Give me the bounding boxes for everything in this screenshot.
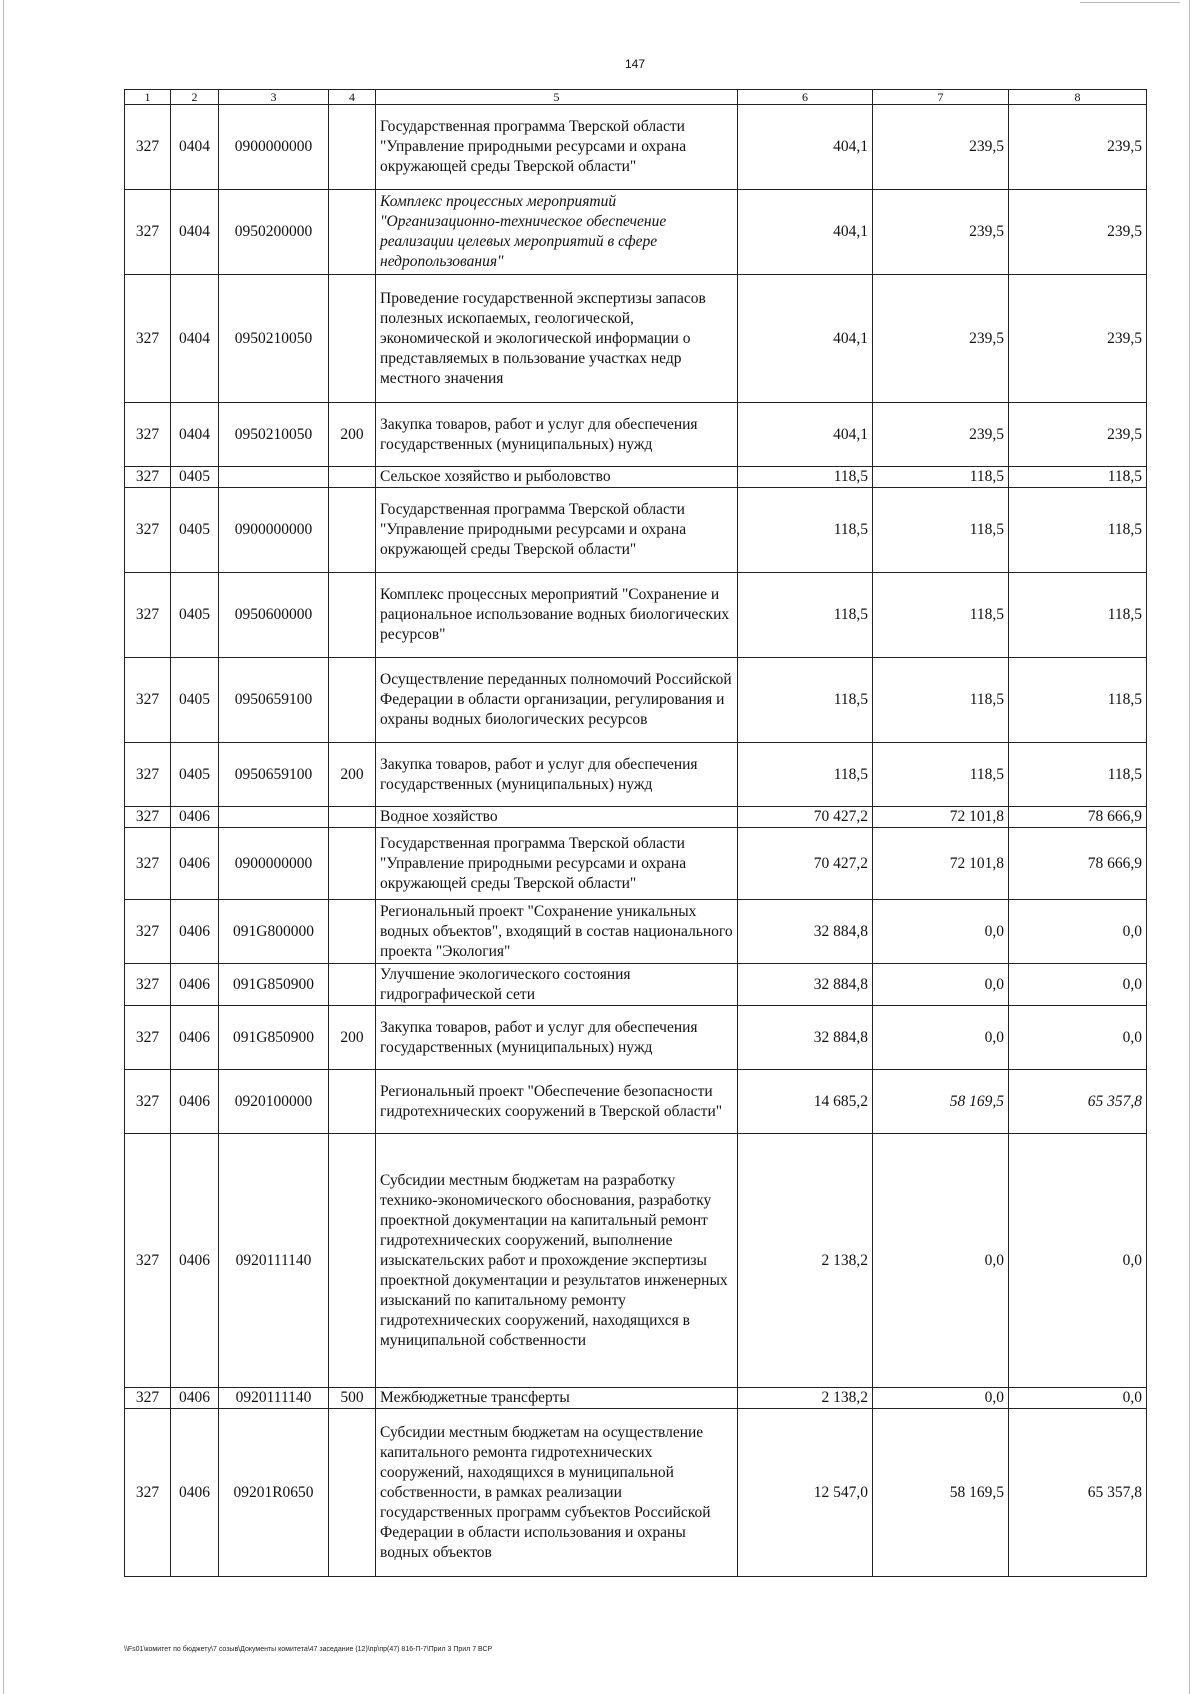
cell-target-article: 0920111140 (219, 1388, 329, 1409)
cell-section-code: 0406 (171, 1006, 219, 1070)
cell-amount-col8: 118,5 (1009, 743, 1147, 807)
table-row (125, 1388, 1147, 1409)
cell-expense-type (329, 658, 376, 743)
page-number: 147 (624, 57, 646, 71)
cell-section-code: 0405 (171, 467, 219, 488)
cell-amount-col7: 239,5 (873, 105, 1009, 190)
cell-amount-col8: 0,0 (1009, 1388, 1147, 1409)
cell-expense-type: 200 (329, 1006, 376, 1070)
cell-ministry-code: 327 (125, 1070, 171, 1134)
cell-expense-type (329, 900, 376, 964)
cell-amount-col6: 14 685,2 (738, 1070, 873, 1134)
cell-description: Водное хозяйство (376, 807, 738, 828)
cell-section-code: 0405 (171, 658, 219, 743)
cell-amount-col7: 239,5 (873, 275, 1009, 403)
cell-section-code: 0405 (171, 743, 219, 807)
cell-description: Закупка товаров, работ и услуг для обеспечения государственных (муниципальных) нужд (376, 1006, 738, 1070)
cell-amount-col6: 32 884,8 (738, 900, 873, 964)
cell-amount-col7: 72 101,8 (873, 807, 1009, 828)
cell-amount-col8: 118,5 (1009, 488, 1147, 573)
cell-amount-col6: 32 884,8 (738, 964, 873, 1006)
cell-section-code: 0406 (171, 1388, 219, 1409)
table-row (125, 1070, 1147, 1134)
cell-amount-col7: 118,5 (873, 573, 1009, 658)
header-col-7: 7 (873, 90, 1009, 105)
cell-target-article (219, 807, 329, 828)
table-row (125, 964, 1147, 1006)
cell-description: Комплекс процессных мероприятий "Организационно-техническое обеспечение реализации целевых мероприятий в сфере недропользования" (376, 190, 738, 275)
cell-description: Региональный проект "Сохранение уникальных водных объектов", входящий в состав национального проекта "Экология" (376, 900, 738, 964)
cell-amount-col8: 65 357,8 (1009, 1409, 1147, 1577)
cell-ministry-code: 327 (125, 1409, 171, 1577)
cell-amount-col6: 118,5 (738, 573, 873, 658)
table-row (125, 1006, 1147, 1070)
cell-target-article: 0950659100 (219, 658, 329, 743)
cell-ministry-code: 327 (125, 403, 171, 467)
cell-ministry-code: 327 (125, 467, 171, 488)
cell-section-code: 0404 (171, 275, 219, 403)
cell-target-article: 0920100000 (219, 1070, 329, 1134)
cell-target-article: 0950210050 (219, 403, 329, 467)
cell-expense-type: 200 (329, 743, 376, 807)
cell-amount-col6: 2 138,2 (738, 1134, 873, 1388)
cell-target-article: 0900000000 (219, 828, 329, 900)
cell-section-code: 0404 (171, 190, 219, 275)
cell-expense-type (329, 488, 376, 573)
cell-expense-type (329, 105, 376, 190)
cell-ministry-code: 327 (125, 573, 171, 658)
cell-amount-col8: 239,5 (1009, 105, 1147, 190)
cell-ministry-code: 327 (125, 275, 171, 403)
cell-amount-col6: 32 884,8 (738, 1006, 873, 1070)
table-row (125, 807, 1147, 828)
cell-amount-col7: 239,5 (873, 403, 1009, 467)
cell-amount-col8: 0,0 (1009, 1006, 1147, 1070)
cell-section-code: 0405 (171, 488, 219, 573)
cell-amount-col7: 0,0 (873, 900, 1009, 964)
cell-section-code: 0406 (171, 1409, 219, 1577)
cell-amount-col7: 58 169,5 (873, 1409, 1009, 1577)
table-row (125, 275, 1147, 403)
cell-ministry-code: 327 (125, 1388, 171, 1409)
cell-target-article: 091G800000 (219, 900, 329, 964)
cell-target-article: 0950600000 (219, 573, 329, 658)
cell-target-article: 0950210050 (219, 275, 329, 403)
cell-description: Проведение государственной экспертизы запасов полезных ископаемых, геологической, экономической и экологической информации о представляемых в пользование участках недр местного значения (376, 275, 738, 403)
cell-amount-col8: 65 357,8 (1009, 1070, 1147, 1134)
cell-amount-col6: 404,1 (738, 403, 873, 467)
cell-description: Улучшение экологического состояния гидрографической сети (376, 964, 738, 1006)
cell-target-article: 0920111140 (219, 1134, 329, 1388)
cell-ministry-code: 327 (125, 658, 171, 743)
cell-amount-col6: 70 427,2 (738, 807, 873, 828)
cell-expense-type (329, 1409, 376, 1577)
cell-amount-col8: 0,0 (1009, 964, 1147, 1006)
cell-description: Субсидии местным бюджетам на осуществление капитального ремонта гидротехнических сооружений, находящихся в муниципальной собственности, в рамках реализации государственных программ субъектов Российской Федерации в области использования и охраны водных объектов (376, 1409, 738, 1577)
cell-target-article: 0950200000 (219, 190, 329, 275)
table-row (125, 900, 1147, 964)
cell-description: Региональный проект "Обеспечение безопасности гидротехнических сооружений в Тверской области" (376, 1070, 738, 1134)
cell-ministry-code: 327 (125, 1134, 171, 1388)
cell-description: Государственная программа Тверской области "Управление природными ресурсами и охрана окружающей среды Тверской области" (376, 488, 738, 573)
cell-description: Комплекс процессных мероприятий "Сохранение и рациональное использование водных биологических ресурсов" (376, 573, 738, 658)
cell-expense-type (329, 275, 376, 403)
cell-expense-type (329, 828, 376, 900)
cell-amount-col6: 118,5 (738, 743, 873, 807)
cell-ministry-code: 327 (125, 1006, 171, 1070)
header-col-2: 2 (171, 90, 219, 105)
scan-edge-left (3, 0, 4, 1694)
cell-amount-col7: 0,0 (873, 1388, 1009, 1409)
cell-section-code: 0405 (171, 573, 219, 658)
cell-ministry-code: 327 (125, 828, 171, 900)
header-col-1: 1 (125, 90, 171, 105)
cell-section-code: 0406 (171, 828, 219, 900)
cell-amount-col7: 239,5 (873, 190, 1009, 275)
cell-description: Субсидии местным бюджетам на разработку технико-экономического обоснования, разработку проектной документации на капитальный ремонт гидротехнических сооружений, выполнение изыскательских работ и прохождение экспертизы проектной документации и результатов инженерных изысканий по капитальному ремонту гидротехнических сооружений, находящихся в муниципальной собственности (376, 1134, 738, 1388)
cell-section-code: 0406 (171, 807, 219, 828)
header-col-3: 3 (219, 90, 329, 105)
cell-ministry-code: 327 (125, 743, 171, 807)
table-row (125, 190, 1147, 275)
cell-target-article: 091G850900 (219, 964, 329, 1006)
cell-expense-type (329, 467, 376, 488)
cell-ministry-code: 327 (125, 105, 171, 190)
cell-description: Закупка товаров, работ и услуг для обеспечения государственных (муниципальных) нужд (376, 403, 738, 467)
cell-amount-col8: 118,5 (1009, 658, 1147, 743)
cell-description: Межбюджетные трансферты (376, 1388, 738, 1409)
cell-description: Государственная программа Тверской области "Управление природными ресурсами и охрана окружающей среды Тверской области" (376, 828, 738, 900)
cell-expense-type (329, 964, 376, 1006)
cell-expense-type (329, 1070, 376, 1134)
cell-amount-col7: 118,5 (873, 658, 1009, 743)
cell-expense-type (329, 807, 376, 828)
cell-amount-col8: 239,5 (1009, 275, 1147, 403)
cell-description: Государственная программа Тверской области "Управление природными ресурсами и охрана окружающей среды Тверской области" (376, 105, 738, 190)
table-row (125, 743, 1147, 807)
cell-description: Закупка товаров, работ и услуг для обеспечения государственных (муниципальных) нужд (376, 743, 738, 807)
cell-section-code: 0406 (171, 1134, 219, 1388)
cell-amount-col7: 72 101,8 (873, 828, 1009, 900)
table-row (125, 467, 1147, 488)
cell-description: Сельское хозяйство и рыболовство (376, 467, 738, 488)
footer-file-path: \\Fs01\комитет по бюджету\7 созыв\Документы комитета\47 заседание (12)\пр\пр(47) 816-П-7\Прил 3 Прил 7 ВСР (124, 1646, 493, 1653)
cell-description: Осуществление переданных полномочий Российской Федерации в области организации, регулирования и охраны водных биологических ресурсов (376, 658, 738, 743)
cell-target-article (219, 467, 329, 488)
cell-amount-col8: 0,0 (1009, 1134, 1147, 1388)
cell-target-article: 091G850900 (219, 1006, 329, 1070)
cell-amount-col6: 2 138,2 (738, 1388, 873, 1409)
scan-edge-right (1189, 0, 1190, 1694)
table-row (125, 403, 1147, 467)
cell-amount-col6: 12 547,0 (738, 1409, 873, 1577)
cell-ministry-code: 327 (125, 488, 171, 573)
cell-section-code: 0406 (171, 1070, 219, 1134)
cell-amount-col6: 70 427,2 (738, 828, 873, 900)
table-row (125, 1409, 1147, 1577)
header-col-4: 4 (329, 90, 376, 105)
cell-ministry-code: 327 (125, 190, 171, 275)
cell-amount-col6: 404,1 (738, 105, 873, 190)
cell-amount-col6: 404,1 (738, 275, 873, 403)
table-row (125, 105, 1147, 190)
cell-section-code: 0404 (171, 403, 219, 467)
cell-amount-col8: 78 666,9 (1009, 807, 1147, 828)
cell-expense-type: 200 (329, 403, 376, 467)
cell-target-article: 0950659100 (219, 743, 329, 807)
cell-amount-col7: 0,0 (873, 1134, 1009, 1388)
cell-expense-type (329, 1134, 376, 1388)
header-col-8: 8 (1009, 90, 1147, 105)
cell-amount-col6: 118,5 (738, 467, 873, 488)
cell-amount-col8: 239,5 (1009, 403, 1147, 467)
budget-table (124, 89, 1147, 1577)
table-row (125, 828, 1147, 900)
cell-amount-col7: 0,0 (873, 964, 1009, 1006)
scan-edge-top (1080, 2, 1180, 3)
table-row (125, 1134, 1147, 1388)
cell-target-article: 09201R0650 (219, 1409, 329, 1577)
cell-expense-type (329, 190, 376, 275)
cell-expense-type: 500 (329, 1388, 376, 1409)
cell-target-article: 0900000000 (219, 488, 329, 573)
cell-amount-col8: 239,5 (1009, 190, 1147, 275)
column-number-header-row (125, 90, 1147, 105)
cell-amount-col6: 118,5 (738, 488, 873, 573)
cell-ministry-code: 327 (125, 807, 171, 828)
cell-target-article: 0900000000 (219, 105, 329, 190)
cell-ministry-code: 327 (125, 900, 171, 964)
cell-amount-col7: 0,0 (873, 1006, 1009, 1070)
cell-amount-col7: 58 169,5 (873, 1070, 1009, 1134)
cell-amount-col6: 404,1 (738, 190, 873, 275)
table-row (125, 573, 1147, 658)
cell-amount-col7: 118,5 (873, 488, 1009, 573)
table-row (125, 658, 1147, 743)
table-row (125, 488, 1147, 573)
cell-amount-col6: 118,5 (738, 658, 873, 743)
cell-amount-col8: 0,0 (1009, 900, 1147, 964)
cell-section-code: 0406 (171, 964, 219, 1006)
cell-section-code: 0404 (171, 105, 219, 190)
cell-amount-col8: 118,5 (1009, 573, 1147, 658)
cell-section-code: 0406 (171, 900, 219, 964)
cell-amount-col8: 118,5 (1009, 467, 1147, 488)
header-col-5: 5 (376, 90, 738, 105)
header-col-6: 6 (738, 90, 873, 105)
cell-ministry-code: 327 (125, 964, 171, 1006)
cell-amount-col7: 118,5 (873, 467, 1009, 488)
cell-amount-col8: 78 666,9 (1009, 828, 1147, 900)
cell-expense-type (329, 573, 376, 658)
cell-amount-col7: 118,5 (873, 743, 1009, 807)
